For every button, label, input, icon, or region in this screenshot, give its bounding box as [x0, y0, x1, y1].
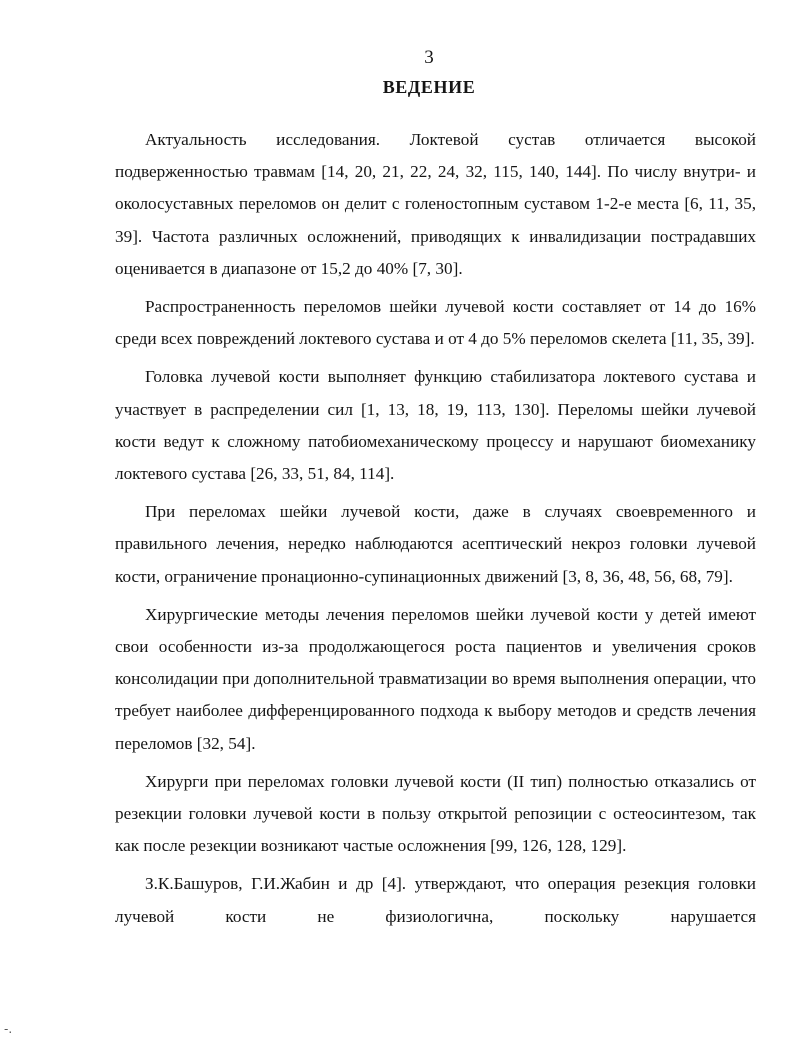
- paragraph-radial-head-function: Головка лучевой кости выполняет функцию стабилизатора локтевого сустава и участвует в распределении сил [1, 13, 18, 19, 113, 130]. Переломы шейки лучевой кости ведут к сложному патобиомеханическому процессу и нарушают биомеханику локтевого сустава [26, 33, 51, 84, 114].: [115, 367, 756, 484]
- paragraph-surgical-methods: Хирургические методы лечения переломов шейки лучевой кости у детей имеют свои особенности из-за продолжающегося роста пациентов и увеличения сроков консолидации при дополнительной травматизации во время выполнения операции, что требует наиболее дифференцированного подхода к выбору методов и средств лечения переломов [32, 54].: [115, 604, 756, 753]
- paragraph-prevalence: Распространенность переломов шейки лучевой кости составляет от 14 до 16% среди всех повреждений локтевого сустава и от 4 до 5% переломов скелета [11, 35, 39].: [115, 297, 756, 349]
- page-number: 3: [424, 47, 434, 68]
- body-text: [115, 124, 756, 939]
- paragraph-relevance: Актуальность исследования. Локтевой сустав отличается высокой подверженностью травмам [14, 20, 21, 22, 24, 32, 115, 140, 144]. По числу внутри- и околосуставных переломов он делит с голеностопным суставом 1-2-е места [6, 11, 35, 39]. Частота различных осложнений, приводящих к инвалидизации пострадавших оценивается в диапазоне от 15,2 до 40% [7, 30].: [115, 130, 756, 278]
- paragraph-resection: Хирурги при переломах головки лучевой кости (II тип) полностью отказались от резекции головки лучевой кости в пользу открытой репозиции с остеосинтезом, так как после резекции возникают частые осложнения [99, 126, 128, 129].: [115, 771, 756, 856]
- paragraph-bashurov: З.К.Башуров, Г.И.Жабин и др [4]. утверждают, что операция резекция головки лучевой кости не физиологична, поскольку нарушается: [115, 874, 756, 926]
- section-heading: ВЕДЕНИЕ: [382, 77, 476, 97]
- margin-mark: -.: [4, 1022, 13, 1036]
- paragraph-complications: При переломах шейки лучевой кости, даже в случаях своевременного и правильного лечения, нередко наблюдаются асептический некроз головки лучевой кости, ограничение пронационно-супинационных движений [3, 8, 36, 48, 56, 68, 79].: [115, 502, 756, 586]
